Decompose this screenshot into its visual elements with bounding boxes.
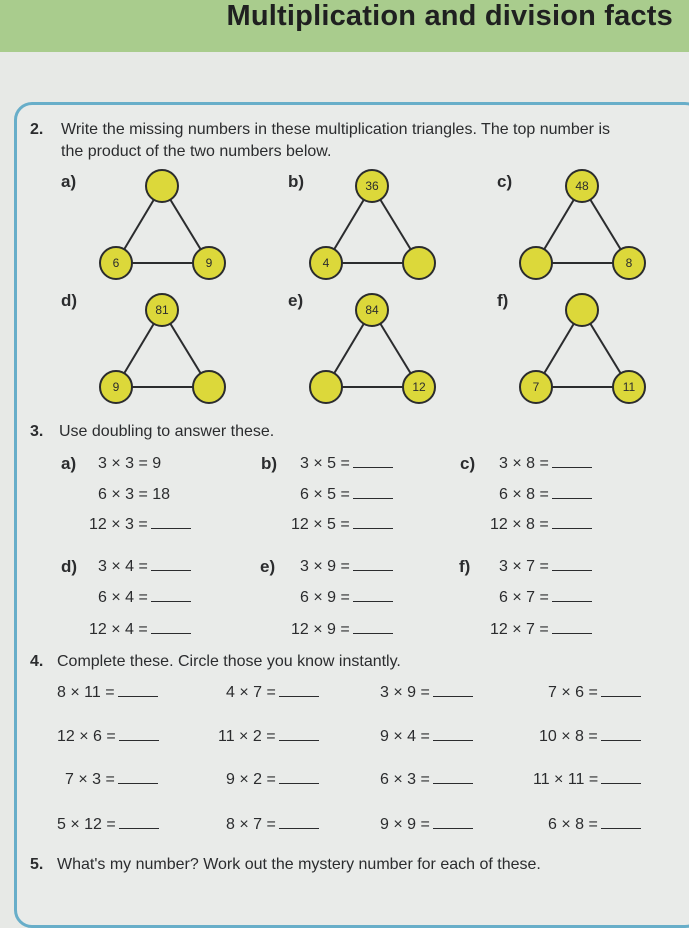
- q2-label-c: c): [497, 172, 513, 191]
- q3-number: 3.: [30, 423, 44, 440]
- q4-r4-c4: 6 × 8 =: [548, 816, 641, 834]
- q4-r2-c2: 11 × 2 =: [218, 728, 319, 746]
- q4-r2-c3: 9 × 4 =: [380, 728, 473, 746]
- q2-text-line2: the product of the two numbers below.: [61, 143, 332, 160]
- triangle-c-right: 8: [625, 256, 633, 270]
- q3-d-line2: 6 × 4 =: [98, 589, 191, 607]
- triangle-f-graphic: [519, 292, 659, 412]
- q4-r2-c1: 12 × 6 =: [57, 728, 159, 746]
- q3-e-line3: 12 × 9 =: [291, 621, 393, 639]
- q5-number: 5.: [30, 856, 44, 873]
- triangle-e: [309, 292, 449, 412]
- q4-r4-c2: 8 × 7 =: [226, 816, 319, 834]
- q4-number: 4.: [30, 653, 44, 670]
- triangle-c-top: 48: [575, 179, 589, 193]
- q3-e-line1: 3 × 9 =: [300, 558, 393, 576]
- q4-r3-c3: 6 × 3 =: [380, 771, 473, 789]
- triangle-a-graphic: [99, 168, 239, 288]
- q3-f-line1: 3 × 7 =: [499, 558, 592, 576]
- q3-e-line2: 6 × 9 =: [300, 589, 393, 607]
- q3-b-line1: 3 × 5 =: [300, 455, 393, 473]
- triangle-b-left: 4: [322, 256, 330, 270]
- q4-r4-c1: 5 × 12 =: [57, 816, 159, 834]
- triangle-d: [99, 292, 239, 412]
- q4-r1-c3: 3 × 9 =: [380, 684, 473, 702]
- q3-b-line2: 6 × 5 =: [300, 486, 393, 504]
- q2-label-e: e): [288, 291, 304, 310]
- triangle-d-top: 81: [155, 303, 169, 317]
- triangle-d-left: 9: [112, 380, 120, 394]
- q3-label-d: d): [61, 557, 78, 576]
- q4-r1-c2: 4 × 7 =: [226, 684, 319, 702]
- q3-a-line3: 12 × 3 =: [89, 516, 191, 534]
- page-title: Multiplication and division facts: [226, 0, 673, 32]
- q5-text: What's my number? Work out the mystery number for each of these.: [57, 856, 541, 873]
- triangle-e-top: 84: [365, 303, 379, 317]
- q3-f-line3: 12 × 7 =: [490, 621, 592, 639]
- triangle-f: [519, 292, 659, 412]
- triangle-a-right: 9: [205, 256, 213, 270]
- q3-b-line3: 12 × 5 =: [291, 516, 393, 534]
- q4-r3-c1: 7 × 3 =: [65, 771, 158, 789]
- q4-r1-c1: 8 × 11 =: [57, 684, 158, 702]
- q3-label-a: a): [61, 454, 77, 473]
- triangle-c: [519, 168, 659, 288]
- q3-f-line2: 6 × 7 =: [499, 589, 592, 607]
- q3-a-line2: 6 × 3 = 18: [98, 486, 171, 503]
- q2-label-b: b): [288, 172, 305, 191]
- q3-label-e: e): [260, 557, 276, 576]
- q3-d-line1: 3 × 4 =: [98, 558, 191, 576]
- q3-label-f: f): [459, 557, 471, 576]
- q4-r4-c3: 9 × 9 =: [380, 816, 473, 834]
- q4-text: Complete these. Circle those you know instantly.: [57, 653, 401, 670]
- q2-label-f: f): [497, 291, 509, 310]
- triangle-a: [99, 168, 239, 288]
- q2-number: 2.: [30, 121, 44, 138]
- q3-c-line2: 6 × 8 =: [499, 486, 592, 504]
- triangle-b-top: 36: [365, 179, 379, 193]
- triangle-f-right: 11: [622, 380, 636, 394]
- q2-label-d: d): [61, 291, 78, 310]
- triangle-b: [309, 168, 449, 288]
- q3-a-line1: 3 × 3 = 9: [98, 455, 162, 472]
- q3-c-line3: 12 × 8 =: [490, 516, 592, 534]
- q2-text-line1: Write the missing numbers in these multiplication triangles. The top number is: [61, 121, 610, 138]
- q2-label-a: a): [61, 172, 77, 191]
- q4-r3-c4: 11 × 11 =: [533, 771, 641, 789]
- q4-r1-c4: 7 × 6 =: [548, 684, 641, 702]
- triangle-a-left: 6: [112, 256, 120, 270]
- header-band: [0, 0, 689, 52]
- q3-label-c: c): [460, 454, 476, 473]
- q3-label-b: b): [261, 454, 278, 473]
- q4-r2-c4: 10 × 8 =: [539, 728, 641, 746]
- q4-r3-c2: 9 × 2 =: [226, 771, 319, 789]
- triangle-e-right: 12: [412, 380, 426, 394]
- triangle-f-left: 7: [532, 380, 540, 394]
- q3-c-line1: 3 × 8 =: [499, 455, 592, 473]
- q3-text: Use doubling to answer these.: [59, 423, 275, 440]
- q3-d-line3: 12 × 4 =: [89, 621, 191, 639]
